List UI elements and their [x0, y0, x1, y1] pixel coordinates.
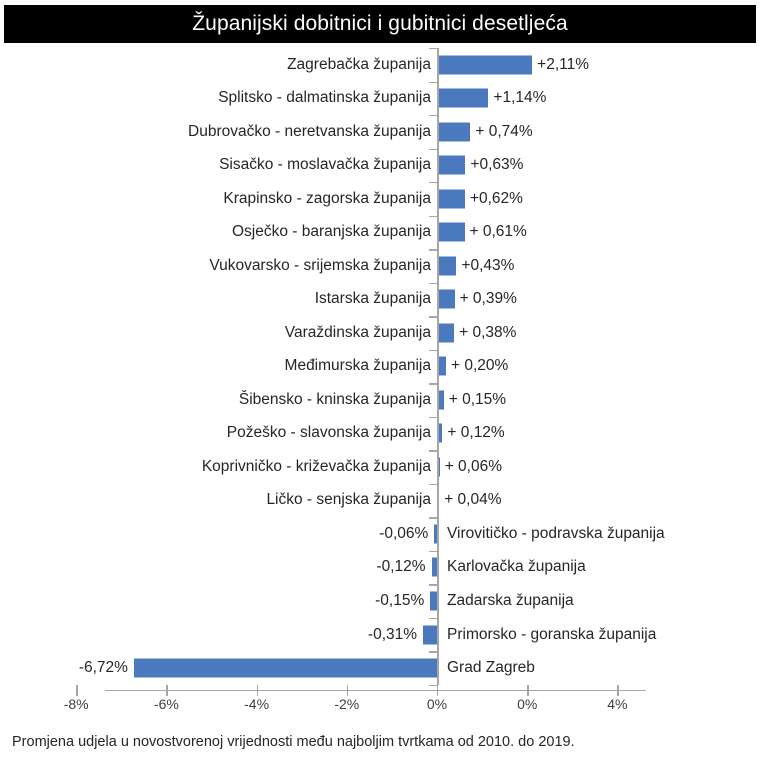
- category-label: Splitsko - dalmatinska županija: [218, 89, 431, 107]
- bar-row: [0, 551, 760, 585]
- category-tick: [429, 584, 437, 585]
- value-label: +0,63%: [470, 156, 524, 174]
- category-label: Sisačko - moslavačka županija: [219, 156, 431, 174]
- bar-row: [0, 283, 760, 317]
- category-label: Istarska županija: [314, 290, 431, 308]
- bar-row: [0, 216, 760, 250]
- category-tick: [429, 517, 437, 518]
- category-label: Osječko - baranjska županija: [231, 223, 431, 241]
- value-label: -0,06%: [379, 524, 429, 542]
- value-label: + 0,04%: [444, 491, 502, 509]
- category-label: Ličko - senjska županija: [266, 491, 431, 509]
- value-label: -6,72%: [78, 659, 128, 677]
- value-label: + 0,74%: [475, 122, 533, 140]
- value-axis-tick: [527, 685, 528, 696]
- value-label: + 0,15%: [448, 390, 507, 408]
- value-axis-tick-label: 4%: [607, 696, 628, 712]
- category-tick: [429, 316, 437, 317]
- category-label: Zagrebačka županija: [287, 55, 431, 73]
- value-axis-tick: [617, 685, 618, 696]
- category-tick: [429, 249, 437, 250]
- category-tick: [429, 115, 437, 116]
- bar-row: [0, 618, 760, 652]
- category-tick: [429, 450, 437, 451]
- bar: [430, 592, 437, 611]
- bar-row: [0, 182, 760, 216]
- value-label: + 0,06%: [444, 457, 503, 475]
- chart-caption: Promjena udjela u novostvorenoj vrijednosti među najboljim tvrtkama od 2010. do 2019.: [12, 734, 575, 750]
- value-axis-tick: [257, 685, 258, 696]
- value-label: + 0,61%: [469, 223, 527, 241]
- zero-axis-line: [437, 48, 439, 685]
- bar-row: [0, 584, 760, 618]
- value-label: + 0,20%: [451, 357, 509, 375]
- value-label: + 0,39%: [459, 290, 517, 308]
- value-axis-tick: [437, 685, 438, 696]
- bar-row: [0, 82, 760, 116]
- category-tick: [429, 417, 437, 418]
- category-label: Koprivničko - križevačka županija: [201, 457, 431, 475]
- value-label: -0,12%: [376, 558, 426, 576]
- bar: [437, 89, 488, 108]
- bar: [437, 290, 455, 309]
- bar: [437, 323, 454, 342]
- value-label: +0,43%: [461, 256, 515, 274]
- bar: [437, 55, 532, 74]
- bar-rows: [0, 48, 760, 685]
- value-axis-labels: [0, 696, 760, 720]
- value-axis-tick-label: -8%: [63, 696, 89, 712]
- bar-row: [0, 417, 760, 451]
- category-tick: [429, 350, 437, 351]
- category-label: Primorsko - goranska županija: [447, 625, 657, 643]
- category-tick: [429, 283, 437, 284]
- category-tick: [429, 551, 437, 552]
- bar-row: [0, 517, 760, 551]
- bar-chart: [0, 48, 760, 696]
- bar-row: [0, 115, 760, 149]
- category-label: Zadarska županija: [447, 592, 574, 609]
- bar-row: [0, 350, 760, 384]
- bar-row: [0, 383, 760, 417]
- bar: [437, 256, 456, 275]
- category-label: Dubrovačko - neretvanska županija: [188, 122, 431, 140]
- category-tick: [429, 651, 437, 652]
- value-label: +0,62%: [469, 189, 523, 207]
- bar: [423, 625, 437, 644]
- category-tick: [429, 618, 437, 619]
- plot-area: [0, 48, 760, 685]
- value-label: + 0,38%: [459, 323, 517, 341]
- chart-title-banner: [4, 5, 756, 43]
- bar-row: [0, 484, 760, 518]
- value-label: -0,15%: [375, 592, 425, 609]
- bar-row: [0, 249, 760, 283]
- value-label: +2,11%: [537, 55, 590, 73]
- category-tick: [429, 82, 437, 83]
- category-label: Karlovačka županija: [447, 558, 586, 576]
- category-label: Varaždinska županija: [284, 323, 431, 341]
- page-title: Županijski dobitnici i gubitnici desetljeća: [192, 12, 568, 35]
- value-axis-line: [105, 690, 646, 691]
- value-label: +1,14%: [493, 89, 547, 107]
- bar-row: [0, 651, 760, 685]
- bar-row: [0, 48, 760, 82]
- value-axis-tick-label: -2%: [334, 696, 360, 712]
- bar: [437, 189, 465, 208]
- value-axis-tick: [76, 685, 77, 696]
- category-label: Požeško - slavonska županija: [226, 424, 431, 442]
- bar: [134, 659, 437, 678]
- category-tick: [429, 216, 437, 217]
- category-label: Šibensko - kninska županija: [238, 390, 431, 408]
- category-label: Krapinsko - zagorska županija: [223, 189, 431, 207]
- value-label: + 0,12%: [447, 424, 505, 442]
- category-tick: [429, 383, 437, 384]
- category-label: Grad Zagreb: [447, 659, 535, 677]
- bar: [437, 223, 465, 242]
- bar: [437, 156, 465, 175]
- bar: [437, 122, 470, 141]
- category-label: Virovitičko - podravska županija: [447, 524, 665, 542]
- value-axis-tick: [347, 685, 348, 696]
- category-tick: [429, 182, 437, 183]
- value-axis-tick: [166, 685, 167, 696]
- value-axis-tick-label: 0%: [517, 696, 538, 712]
- value-label: -0,31%: [367, 625, 418, 643]
- category-tick: [429, 48, 437, 49]
- category-label: Međimurska županija: [284, 357, 431, 375]
- category-tick: [429, 149, 437, 150]
- bar-row: [0, 316, 760, 350]
- value-axis-tick-label: -4%: [244, 696, 270, 712]
- value-axis-tick-label: 0%: [426, 696, 448, 712]
- category-tick: [429, 484, 437, 485]
- category-label: Vukovarsko - srijemska županija: [209, 256, 431, 274]
- bar-row: [0, 450, 760, 484]
- bar-row: [0, 149, 760, 183]
- value-axis-tick-label: -6%: [153, 696, 179, 712]
